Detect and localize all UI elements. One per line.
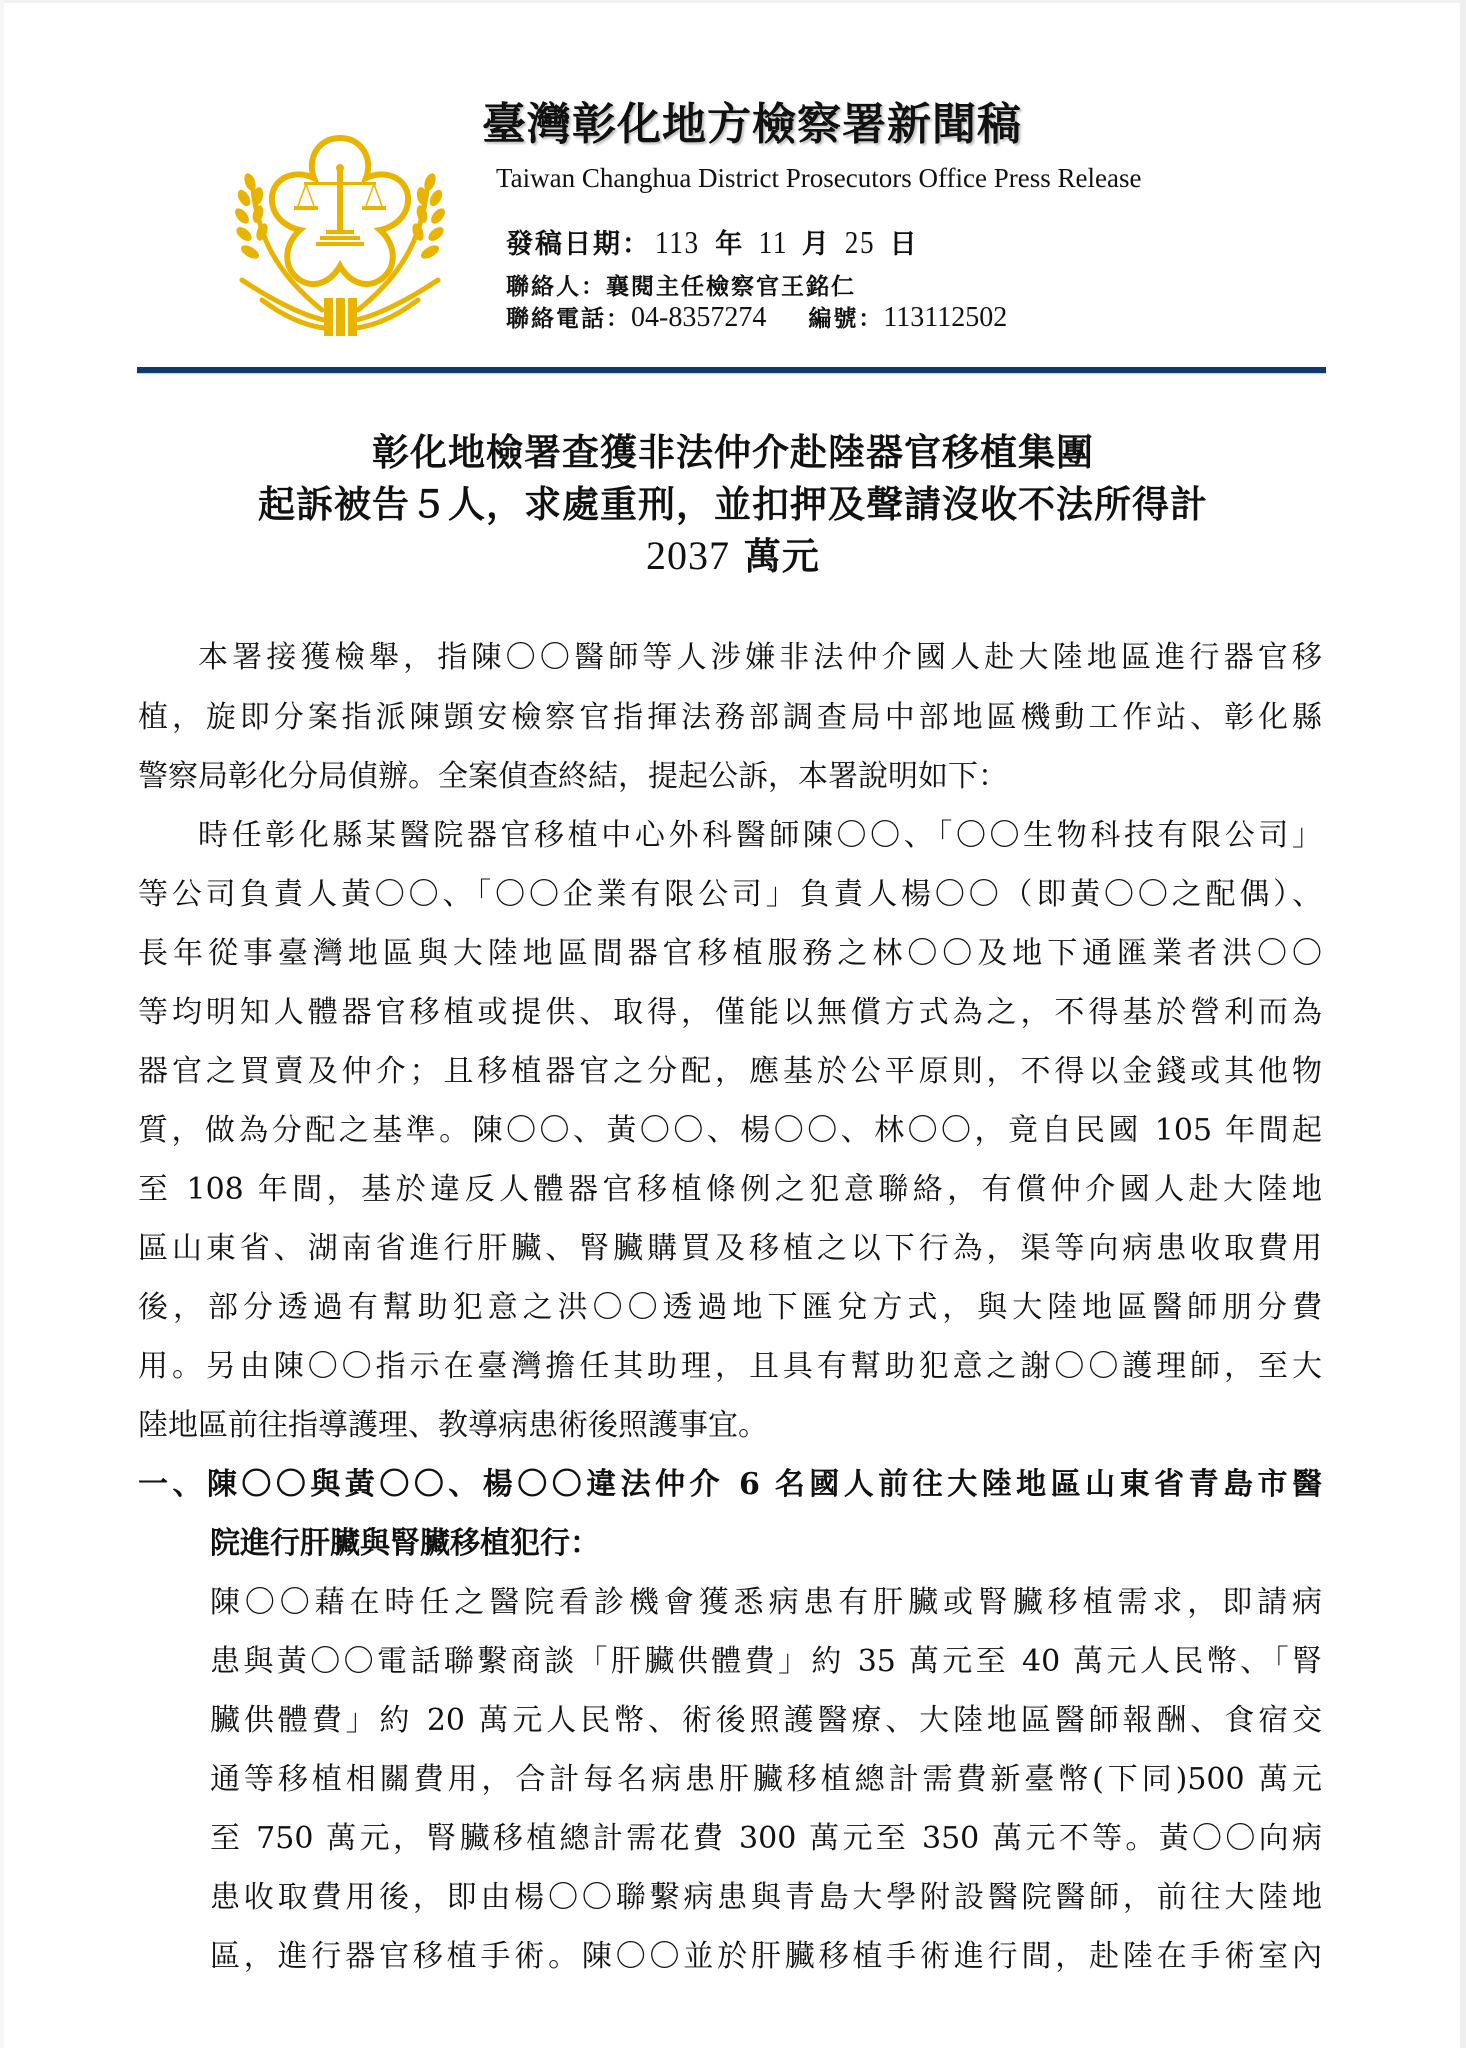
body-line: 等公司負責人黃〇〇、「〇〇企業有限公司」負責人楊〇〇（即黃〇〇之配偶）、 xyxy=(138,877,1322,912)
page-edge xyxy=(0,0,4,2048)
release-date-label: 發稿日期： xyxy=(506,229,651,260)
headline-amount-unit: 萬元 xyxy=(730,534,820,578)
section-1-line: 區，進行器官移植手術。陳〇〇並於肝臟移植手術進行間，赴陸在手術室內 xyxy=(210,1939,1322,1974)
section-1-line: 臟供體費」約 20 萬元人民幣、術後照護醫療、大陸地區醫師報酬、食宿交 xyxy=(210,1703,1322,1738)
headline-amount: 2037 xyxy=(646,533,731,578)
body-line: 等均明知人體器官移植或提供、取得，僅能以無償方式為之，不得基於營利而為 xyxy=(138,995,1322,1030)
body-line: 本署接獲檢舉，指陳〇〇醫師等人涉嫌非法仲介國人赴大陸地區進行器官移 xyxy=(198,640,1322,675)
section-1-line: 至 750 萬元，腎臟移植總計需花費 300 萬元至 350 萬元不等。黃〇〇向病 xyxy=(210,1821,1322,1856)
prosecutors-office-emblem-icon xyxy=(222,120,458,340)
release-date-day: 25 xyxy=(844,224,876,260)
release-date-year: 113 xyxy=(654,224,700,260)
section-1-heading: 一、陳〇〇與黃〇〇、楊〇〇違法仲介 6 名國人前往大陸地區山東省青島市醫 xyxy=(138,1467,1322,1502)
body-line: 器官之買賣及仲介；且移植器官之分配，應基於公平原則，不得以金錢或其他物 xyxy=(138,1054,1322,1089)
header-divider xyxy=(137,367,1326,373)
page-edge xyxy=(0,0,1466,3)
release-date xyxy=(506,222,919,261)
section-1-line: 患與黃〇〇電話聯繫商談「肝臟供體費」約 35 萬元至 40 萬元人民幣、「腎 xyxy=(210,1644,1322,1679)
section-1-line: 患收取費用後，即由楊〇〇聯繫病患與青島大學附設醫院醫師，前往大陸地 xyxy=(210,1880,1322,1915)
press-release-title-en: Taiwan Changhua District Prosecutors Office Press Release xyxy=(496,163,1142,193)
body-line: 植，旋即分案指派陳顗安檢察官指揮法務部調查局中部地區機動工作站、彰化縣 xyxy=(138,700,1322,735)
day-unit: 日 xyxy=(889,229,919,260)
serial-label: 編號： xyxy=(808,305,884,332)
body-line: 後，部分透過有幫助犯意之洪〇〇透過地下匯兌方式，與大陸地區醫師朋分費 xyxy=(138,1290,1322,1325)
phone-number: 04-8357274 xyxy=(631,302,767,333)
contact-phone-row xyxy=(506,300,1007,334)
headline-line-1: 彰化地檢署查獲非法仲介赴陸器官移植集團 xyxy=(372,430,1094,474)
year-unit: 年 xyxy=(715,229,745,260)
section-1-line: 陳〇〇藉在時任之醫院看診機會獲悉病患有肝臟或腎臟移植需求，即請病 xyxy=(210,1585,1322,1620)
phone-label: 聯絡電話： xyxy=(506,305,631,332)
body-line: 警察局彰化分局偵辦。全案偵查終結，提起公訴，本署說明如下： xyxy=(138,759,1008,794)
body-line: 陸地區前往指導護理、教導病患術後照護事宜。 xyxy=(138,1408,768,1443)
press-release-title: 臺灣彰化地方檢察署新聞稿 xyxy=(482,99,1022,150)
body-line: 區山東省、湖南省進行肝臟、腎臟購買及移植之以下行為，渠等向病患收取費用 xyxy=(138,1231,1322,1266)
body-line: 時任彰化縣某醫院器官移植中心外科醫師陳〇〇、「〇〇生物科技有限公司」 xyxy=(198,818,1322,853)
section-1-heading-cont: 院進行肝臟與腎臟移植犯行： xyxy=(210,1526,600,1561)
body-line: 用。另由陳〇〇指示在臺灣擔任其助理，且具有幫助犯意之謝〇〇護理師，至大 xyxy=(138,1349,1322,1384)
headline-line-3 xyxy=(140,526,1326,580)
body-line: 長年從事臺灣地區與大陸地區間器官移植服務之林〇〇及地下通匯業者洪〇〇 xyxy=(138,936,1322,971)
release-date-month: 11 xyxy=(758,224,788,260)
contact-person: 聯絡人：襄閱主任檢察官王銘仁 xyxy=(506,273,856,300)
headline-line-2: 起訴被告５人，求處重刑，並扣押及聲請沒收不法所得計 xyxy=(258,482,1208,526)
month-unit: 月 xyxy=(801,229,831,260)
body-line: 至 108 年間，基於違反人體器官移植條例之犯意聯絡，有償仲介國人赴大陸地 xyxy=(138,1172,1322,1207)
serial-number: 113112502 xyxy=(883,302,1008,333)
page-edge xyxy=(1460,0,1466,2048)
section-1-line: 通等移植相關費用，合計每名病患肝臟移植總計需費新臺幣(下同)500 萬元 xyxy=(210,1762,1322,1797)
body-line: 質，做為分配之基準。陳〇〇、黃〇〇、楊〇〇、林〇〇，竟自民國 105 年間起 xyxy=(138,1113,1322,1148)
